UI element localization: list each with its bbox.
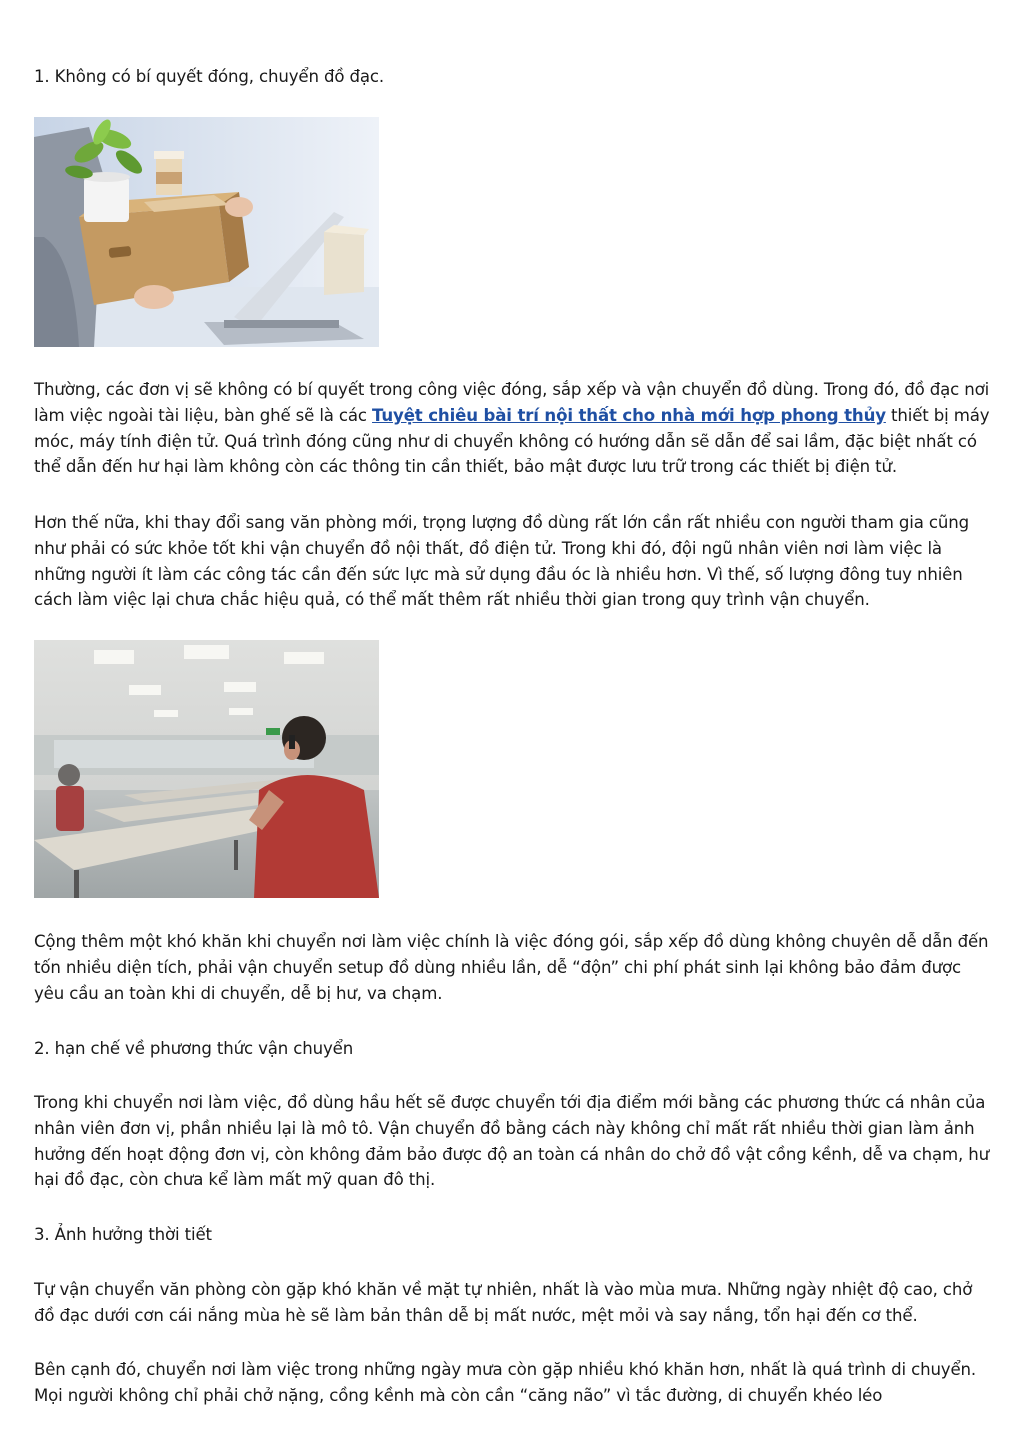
- section-heading-2: 2. hạn chế về phương thức vận chuyển: [34, 1039, 354, 1058]
- interior-tips-link[interactable]: Tuyệt chiêu bài trí nội thất cho nhà mới hợp phong thủy: [372, 405, 886, 425]
- paragraph-5: Tự vận chuyển văn phòng còn gặp khó khăn về mặt tự nhiên, nhất là vào mùa mưa. Những ngày nhiệt độ cao, chở đồ đạc dưới cơn cái nắng mùa hè sẽ làm bản thân dễ bị mất nước, mệt mỏi và say nắng, tổn hại đến cơ thể.: [34, 1280, 973, 1325]
- paragraph-6: Bên cạnh đó, chuyển nơi làm việc trong những ngày mưa còn gặp nhiều khó khăn hơn, nhất là quá trình di chuyển. Mọi người không chỉ phải chở nặng, cồng kềnh mà còn cần “căng não” vì tắc đường, di chuyển khéo léo: [34, 1360, 977, 1405]
- paragraph-1: [34, 377, 994, 480]
- photo-empty-office: [34, 640, 379, 898]
- section-heading-3: 3. Ảnh hưởng thời tiết: [34, 1225, 212, 1244]
- section-heading-1: 1. Không có bí quyết đóng, chuyển đồ đạc.: [34, 67, 384, 86]
- paragraph-4: Trong khi chuyển nơi làm việc, đồ dùng hầu hết sẽ được chuyển tới địa điểm mới bằng các phương thức cá nhân của nhân viên đơn vị, phần nhiều lại là mô tô. Vận chuyển đồ bằng cách này không chỉ mất rất nhiều thời gian làm ảnh hưởng đến hoạt động đơn vị, còn không đảm bảo được độ an toàn cá nhân do chở đồ vật cồng kềnh, dễ va chạm, hư hại đồ đạc, còn chưa kể làm mất mỹ quan đô thị.: [34, 1093, 990, 1190]
- photo-moving-box: [34, 117, 379, 347]
- paragraph-1-start: Thường, các đơn vị sẽ không có bí quyết trong công việc đóng, sắp xếp và vận chuyển đồ dùng. Trong đó, đồ đạc nơi làm việc ngoài tài liệu, bàn ghế sẽ là các: [34, 380, 990, 425]
- paragraph-2: Hơn thế nữa, khi thay đổi sang văn phòng mới, trọng lượng đồ dùng rất lớn cần rất nhiều con người tham gia cũng như phải có sức khỏe tốt khi vận chuyển đồ nội thất, đồ điện tử. Trong khi đó, đội ngũ nhân viên nơi làm việc là những người ít làm các công tác cần đến sức lực mà sử dụng đầu óc là nhiều hơn. Vì thế, số lượng đông tuy nhiên cách làm việc lại chưa chắc hiệu quả, có thể mất thêm rất nhiều thời gian trong quy trình vận chuyển.: [34, 513, 969, 610]
- paragraph-3: Cộng thêm một khó khăn khi chuyển nơi làm việc chính là việc đóng gói, sắp xếp đồ dùng không chuyên dễ dẫn đến tốn nhiều diện tích, phải vận chuyển setup đồ dùng nhiều lần, dễ “độn” chi phí phát sinh lại không bảo đảm được yêu cầu an toàn khi di chuyển, dễ bị hư, va chạm.: [34, 932, 989, 1003]
- paragraph-1-end: thiết bị máy móc, máy tính điện tử. Quá trình đóng cũng như di chuyển không có hướng dẫn sẽ dẫn để sai lầm, đặc biệt nhất có thể dẫn đến hư hại làm không còn các thông tin cần thiết, bảo mật được lưu trữ trong các thiết bị điện tử.: [34, 405, 990, 477]
